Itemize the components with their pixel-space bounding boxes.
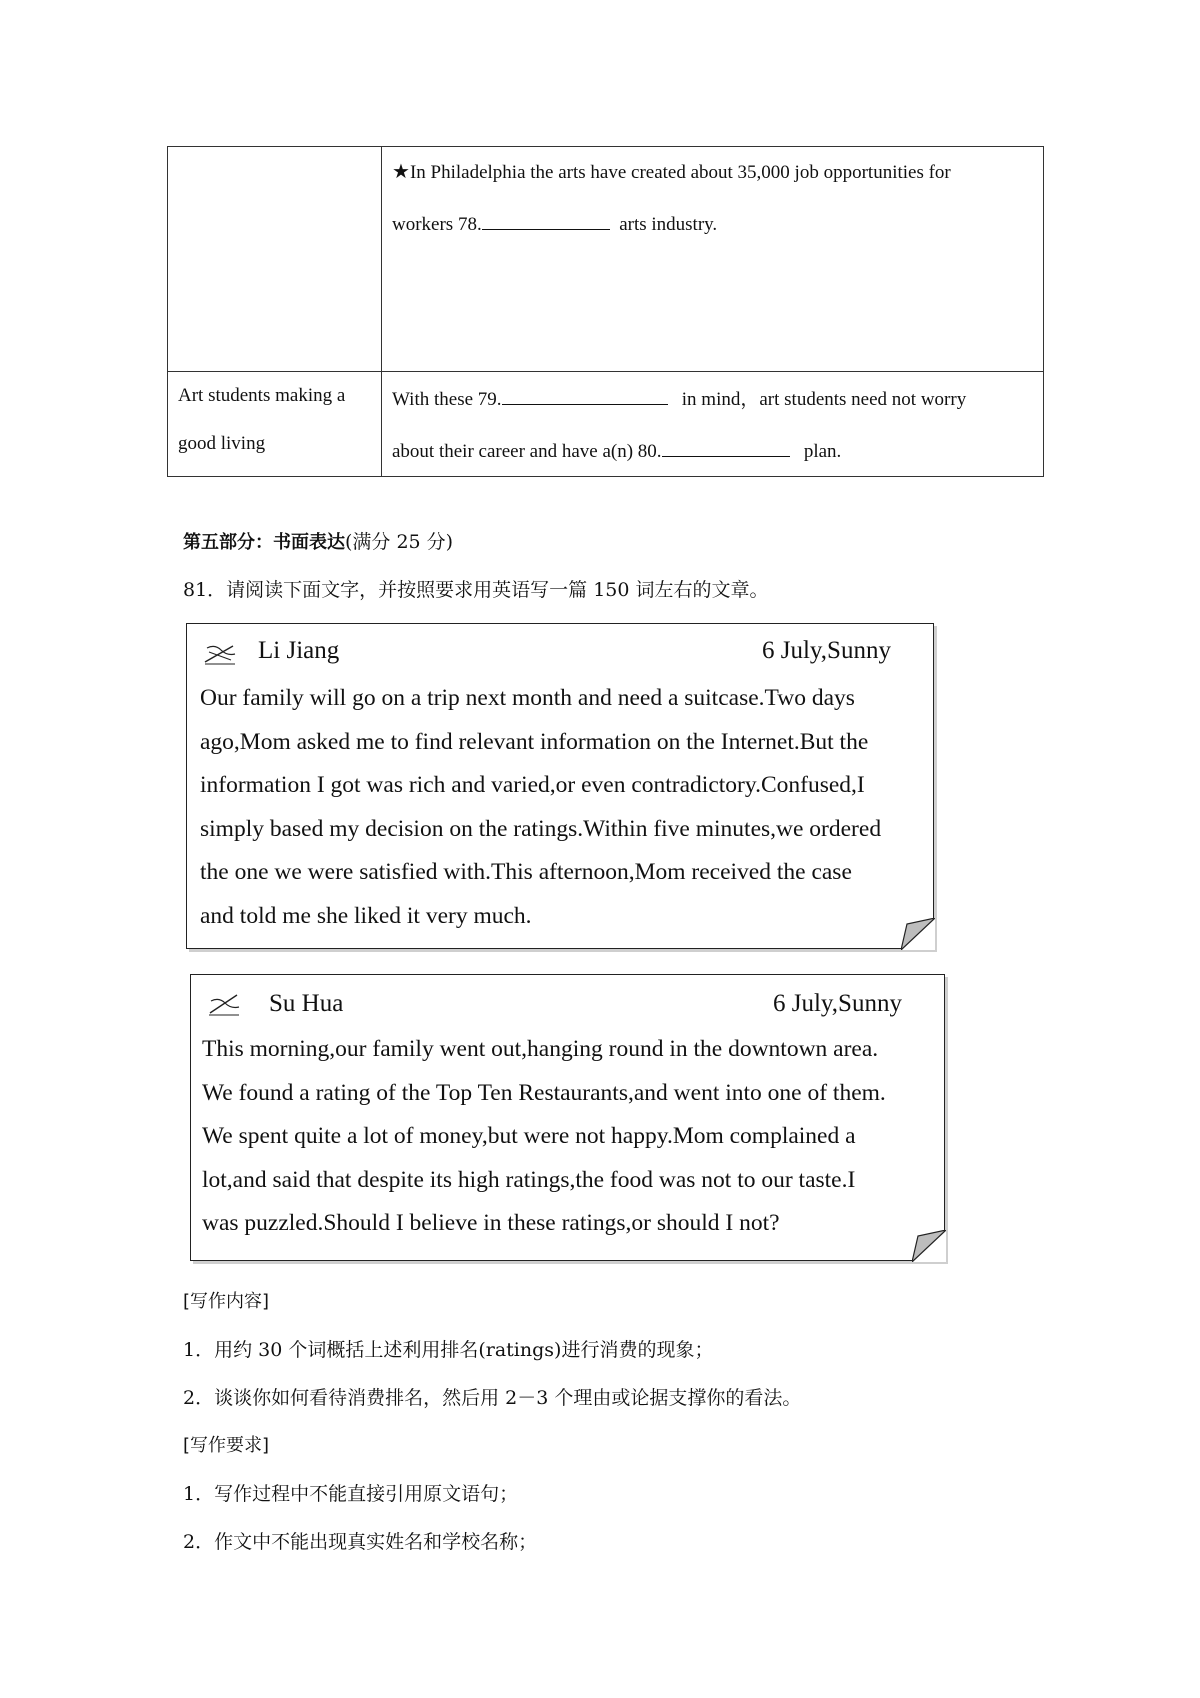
card-author: Li Jiang <box>258 637 340 664</box>
table-cell-label <box>168 372 382 477</box>
card-line: was puzzled.Should I believe in these ratings,or should I not? <box>202 1210 780 1236</box>
writing-prompt: 81．请阅读下面文字，并按照要求用英语写一篇 150 词左右的文章。 <box>183 579 769 601</box>
card-date: 6 July,Sunny <box>773 990 902 1017</box>
card-line: We found a rating of the Top Ten Restaurants,and went into one of them. <box>202 1079 886 1106</box>
table-cell <box>382 147 1044 372</box>
content-item: 2．谈谈你如何看待消费排名，然后用 2－3 个理由或论据支撑你的看法。 <box>183 1387 802 1409</box>
row-label: good living <box>178 433 266 454</box>
requirement-item: 1．写作过程中不能直接引用原文语句； <box>183 1483 519 1505</box>
pen-icon <box>203 640 237 666</box>
blank-79[interactable] <box>502 372 668 405</box>
text-line: in mind，art students need not worry <box>681 389 967 410</box>
card-line: This morning,our family went out,hanging round in the downtown area. <box>202 1036 879 1062</box>
folded-corner-icon <box>912 1230 946 1262</box>
table-cell-empty <box>168 147 382 372</box>
card-line: the one we were satisfied with.This afternoon,Mom received the case <box>200 859 852 885</box>
diary-card-su-hua <box>190 974 945 1261</box>
requirement-item: 2．作文中不能出现真实姓名和学校名称； <box>183 1531 538 1553</box>
content-heading: [写作内容] <box>183 1291 270 1312</box>
text-line: about their career and have a(n) 80. <box>392 441 662 462</box>
table-cell <box>382 372 1044 477</box>
card-date: 6 July,Sunny <box>762 637 891 664</box>
card-line: and told me she liked it very much. <box>200 902 532 929</box>
card-author: Su Hua <box>269 990 344 1017</box>
folded-corner-icon <box>901 918 935 950</box>
pen-icon <box>207 991 241 1017</box>
text-line: workers 78. <box>392 214 482 235</box>
card-line: information I got was rich and varied,or even contradictory.Confused,I <box>200 772 865 798</box>
text-line: arts industry. <box>619 214 718 235</box>
card-line: ago,Mom asked me to find relevant information on the Internet.But the <box>200 728 869 755</box>
text-line: With these 79. <box>392 389 502 410</box>
table-row <box>168 147 1044 372</box>
answer-table <box>167 146 1044 477</box>
blank-78[interactable] <box>482 197 610 230</box>
blank-80[interactable] <box>662 424 790 457</box>
table-row <box>168 372 1044 477</box>
card-body <box>200 677 881 938</box>
diary-card-li-jiang <box>186 623 934 949</box>
text-line: In Philadelphia the arts have created about 35,000 job opportunities for <box>409 162 951 183</box>
content-item: 1．用约 30 个词概括上述利用排名(ratings)进行消费的现象； <box>183 1339 714 1361</box>
card-line: simply based my decision on the ratings.Within five minutes,we ordered <box>200 815 882 842</box>
row-label: Art students making a <box>178 385 346 406</box>
section-heading: 第五部分：书面表达(满分 25 分) <box>183 531 454 553</box>
card-line: Our family will go on a trip next month and need a suitcase.Two days <box>200 685 855 711</box>
text-line: plan. <box>803 441 842 462</box>
star-icon: ★ <box>392 161 410 183</box>
card-line: lot,and said that despite its high ratings,the food was not to our taste.I <box>202 1166 856 1193</box>
card-line: We spent quite a lot of money,but were not happy.Mom complained a <box>202 1123 856 1149</box>
card-body <box>202 1028 886 1246</box>
requirements-heading: [写作要求] <box>183 1435 270 1456</box>
